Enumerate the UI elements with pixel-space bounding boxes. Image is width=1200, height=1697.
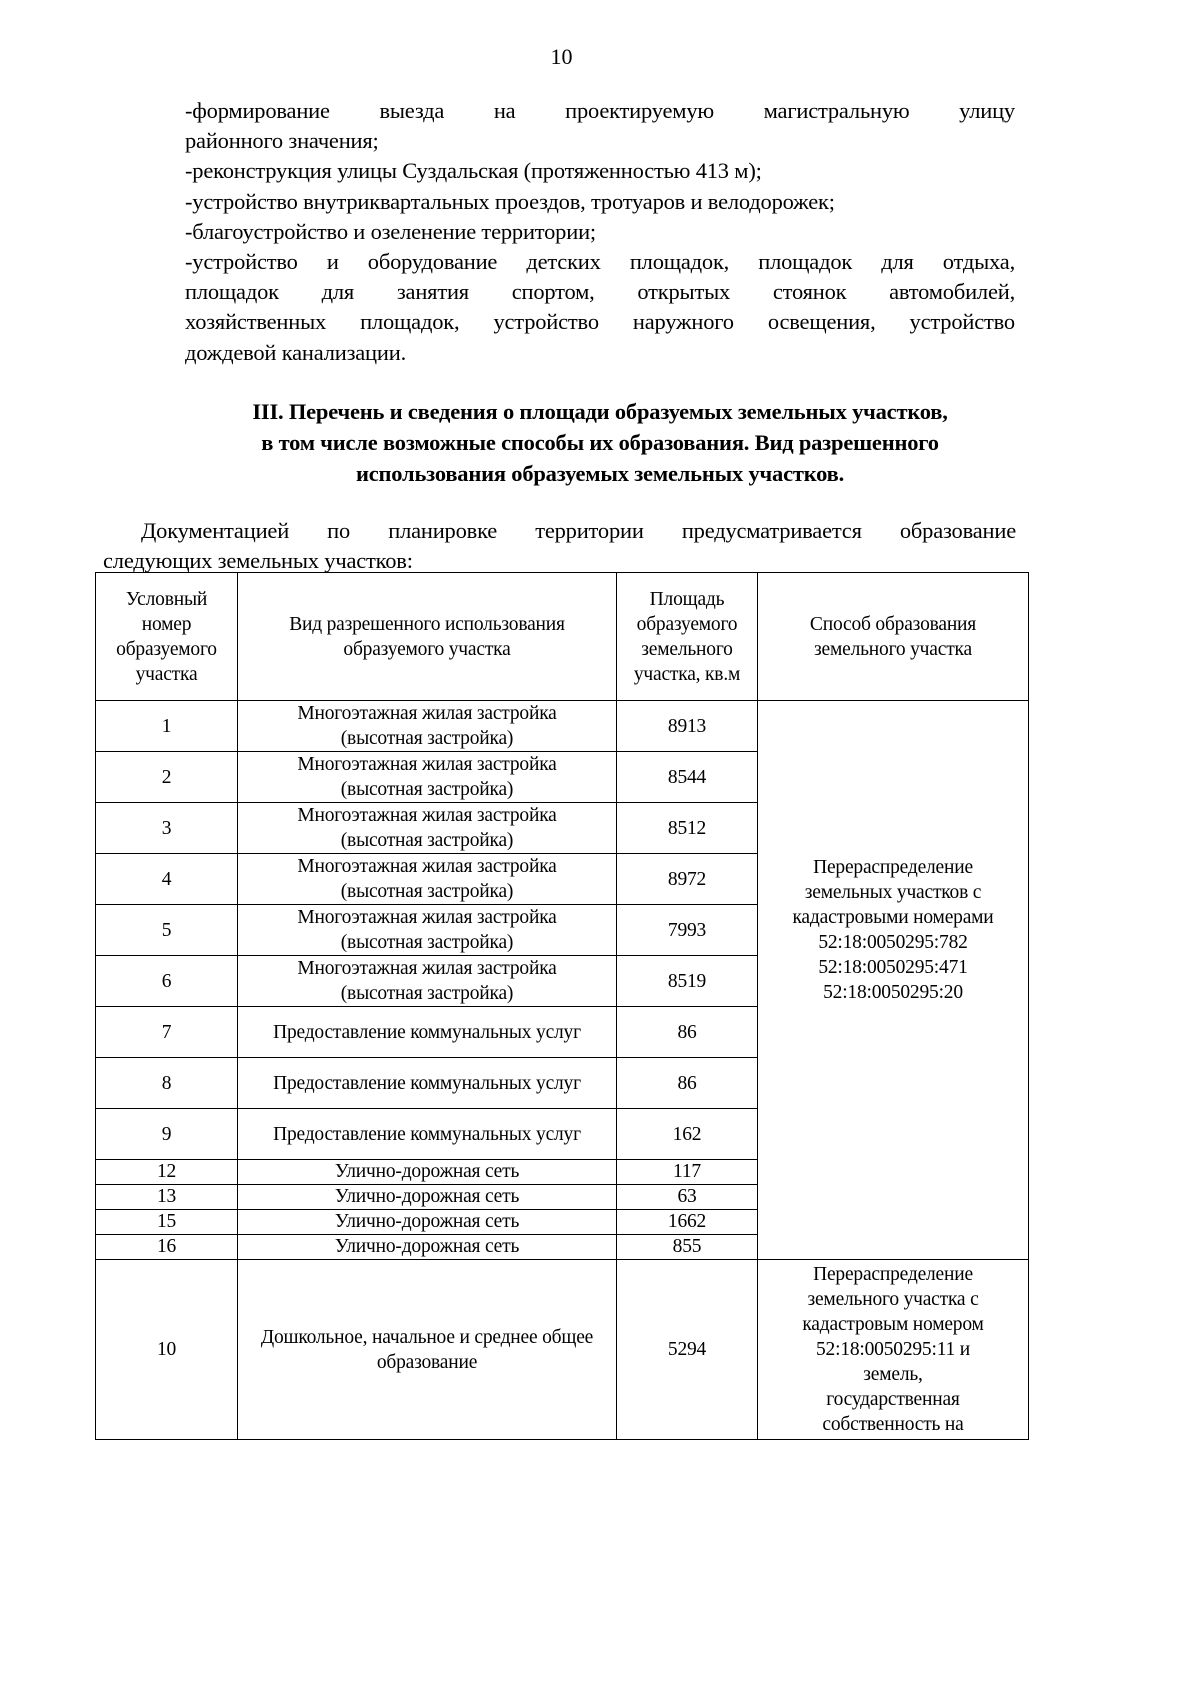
cell-method: Перераспределение земельного участка с кадастровым номером 52:18:0050295:11 и земель, государственная собственность на (758, 1260, 1029, 1440)
text-line: площадок для занятия спортом, открытых стоянок автомобилей, (185, 279, 1015, 305)
cell-num: 4 (96, 854, 238, 905)
cell-num: 15 (96, 1210, 238, 1235)
cell-num: 1 (96, 701, 238, 752)
cell-use: Улично-дорожная сеть (238, 1210, 617, 1235)
cell-use: Предоставление коммунальных услуг (238, 1109, 617, 1160)
header-cell: Вид разрешенного использования образуемого участка (238, 573, 617, 701)
header-cell: Площадь образуемого земельного участка, кв.м (617, 573, 758, 701)
cell-num: 3 (96, 803, 238, 854)
cell-num: 16 (96, 1235, 238, 1260)
cell-area: 86 (617, 1007, 758, 1058)
cell-num: 9 (96, 1109, 238, 1160)
text-line: дождевой канализации. (185, 339, 406, 365)
cell-area: 8512 (617, 803, 758, 854)
land-plots-table (95, 572, 1029, 1440)
text-line: Документацией по планировке территории предусматривается образование (141, 518, 1016, 543)
intro-paragraph (103, 516, 1016, 576)
text-line: -формирование выезда на проектируемую магистральную улицу (185, 98, 1015, 123)
cell-use: Многоэтажная жилая застройка (высотная застройка) (238, 701, 617, 752)
text-line: -реконструкция улицы Суздальская (протяженностью 413 м); (185, 158, 762, 184)
cell-area: 8972 (617, 854, 758, 905)
cell-num: 6 (96, 956, 238, 1007)
heading-line: использования образуемых земельных участков. (355, 461, 845, 486)
text-line: -устройство внутриквартальных проездов, тротуаров и велодорожек; (185, 188, 835, 214)
table-header-row (96, 573, 1029, 701)
cell-num: 10 (96, 1260, 238, 1440)
text-line: районного значения; (185, 128, 379, 154)
text-line: хозяйственных площадок, устройство наружного освещения, устройство (185, 309, 1015, 335)
cell-area: 7993 (617, 905, 758, 956)
page-number: 10 (550, 44, 573, 69)
cell-use: Многоэтажная жилая застройка (высотная застройка) (238, 956, 617, 1007)
table-row (96, 701, 1029, 752)
header-cell: Способ образования земельного участка (758, 573, 1029, 701)
cell-area: 8519 (617, 956, 758, 1007)
section-heading (150, 396, 1050, 489)
cell-use: Многоэтажная жилая застройка (высотная застройка) (238, 752, 617, 803)
cell-num: 2 (96, 752, 238, 803)
cell-area: 117 (617, 1160, 758, 1185)
cell-method: Перераспределение земельных участков с кадастровыми номерами 52:18:0050295:782 52:18:0050295:471 52:18:0050295:20 (758, 701, 1029, 1260)
cell-use: Многоэтажная жилая застройка (высотная застройка) (238, 803, 617, 854)
cell-area: 162 (617, 1109, 758, 1160)
text-line: -благоустройство и озеленение территории; (185, 218, 596, 244)
cell-area: 1662 (617, 1210, 758, 1235)
cell-area: 5294 (617, 1260, 758, 1440)
cell-area: 8913 (617, 701, 758, 752)
cell-use: Многоэтажная жилая застройка (высотная застройка) (238, 854, 617, 905)
cell-num: 8 (96, 1058, 238, 1109)
cell-area: 63 (617, 1185, 758, 1210)
cell-area: 855 (617, 1235, 758, 1260)
cell-use: Предоставление коммунальных услуг (238, 1058, 617, 1109)
text-line: следующих земельных участков: (103, 548, 413, 573)
text-line: -устройство и оборудование детских площадок, площадок для отдыха, (185, 249, 1015, 275)
cell-use: Многоэтажная жилая застройка (высотная застройка) (238, 905, 617, 956)
cell-use: Улично-дорожная сеть (238, 1160, 617, 1185)
table-row (96, 1260, 1029, 1440)
list-paragraph (185, 96, 1015, 368)
cell-num: 7 (96, 1007, 238, 1058)
header-cell: Условный номер образуемого участка (96, 573, 238, 701)
cell-area: 8544 (617, 752, 758, 803)
cell-num: 12 (96, 1160, 238, 1185)
cell-use: Улично-дорожная сеть (238, 1235, 617, 1260)
cell-use: Улично-дорожная сеть (238, 1185, 617, 1210)
cell-area: 86 (617, 1058, 758, 1109)
heading-line: III. Перечень и сведения о площади образуемых земельных участков, (252, 399, 948, 424)
heading-line: в том числе возможные способы их образования. Вид разрешенного (261, 430, 939, 455)
cell-use: Предоставление коммунальных услуг (238, 1007, 617, 1058)
cell-num: 5 (96, 905, 238, 956)
cell-num: 13 (96, 1185, 238, 1210)
cell-use: Дошкольное, начальное и среднее общее образование (238, 1260, 617, 1440)
